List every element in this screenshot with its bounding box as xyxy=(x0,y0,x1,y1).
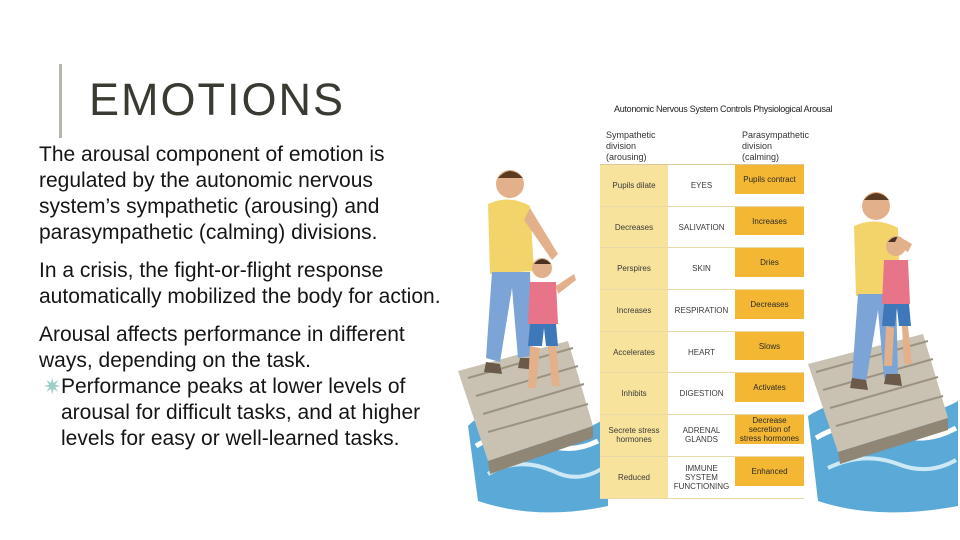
paragraph-performance: Arousal affects performance in different ways, depending on the task. xyxy=(39,323,405,372)
parasympathetic-cell: Decrease secretion of stress hormones xyxy=(735,415,804,444)
sympathetic-cell: Increases xyxy=(600,290,668,331)
table-row xyxy=(600,332,804,374)
organ-cell: DIGESTION xyxy=(668,373,735,414)
slide-body xyxy=(39,142,459,452)
sub-bullet xyxy=(43,374,459,452)
parasympathetic-cell: Enhanced xyxy=(735,457,804,486)
arousal-illustration xyxy=(458,96,958,526)
table-row xyxy=(600,373,804,415)
parasympathetic-heading: Parasympathetic division (calming) xyxy=(742,130,810,162)
table-row xyxy=(600,415,804,457)
ans-arousal-table xyxy=(600,100,833,500)
sympathetic-cell: Pupils dilate xyxy=(600,165,668,206)
organ-cell: SKIN xyxy=(668,248,735,289)
right-dock-scene xyxy=(808,192,958,512)
table-row xyxy=(600,165,804,207)
organ-cell: ADRENAL GLANDS xyxy=(668,415,735,456)
table-row xyxy=(600,248,804,290)
table-row xyxy=(600,290,804,332)
title-accent-bar xyxy=(59,64,62,138)
sympathetic-cell: Inhibits xyxy=(600,373,668,414)
organ-cell: RESPIRATION xyxy=(668,290,735,331)
paragraph-regulation: The arousal component of emotion is regulated by the autonomic nervous system’s sympathetic (arousing) and parasympathetic (calming) divisions. xyxy=(39,143,385,244)
parasympathetic-cell: Pupils contract xyxy=(735,165,804,194)
sympathetic-cell: Decreases xyxy=(600,207,668,248)
sympathetic-cell: Reduced xyxy=(600,457,668,498)
organ-cell: SALIVATION xyxy=(668,207,735,248)
sub-bullet-text: Performance peaks at lower levels of arousal for difficult tasks, and at higher levels for easy or well-learned tasks. xyxy=(61,375,421,450)
parasympathetic-cell: Activates xyxy=(735,373,804,402)
left-dock-scene xyxy=(458,170,608,512)
parasympathetic-cell: Decreases xyxy=(735,290,804,319)
sympathetic-cell: Perspires xyxy=(600,248,668,289)
table-row xyxy=(600,457,804,499)
sympathetic-heading: Sympathetic division (arousing) xyxy=(606,130,656,162)
parasympathetic-cell: Slows xyxy=(735,332,804,361)
organ-cell: EYES xyxy=(668,165,735,206)
parasympathetic-cell: Increases xyxy=(735,207,804,236)
paragraph-fight-or-flight: In a crisis, the fight-or-flight response automatically mobilized the body for action. xyxy=(39,259,441,308)
table-row xyxy=(600,207,804,249)
sympathetic-cell: Secrete stress hormones xyxy=(600,415,668,456)
organ-cell: HEART xyxy=(668,332,735,373)
table-grid xyxy=(600,164,804,499)
organ-cell: IMMUNE SYSTEM FUNCTIONING xyxy=(668,457,735,498)
slide-title: EMOTIONS xyxy=(89,74,346,125)
table-title: Autonomic Nervous System Controls Physiological Arousal xyxy=(614,104,833,114)
parasympathetic-cell: Dries xyxy=(735,248,804,277)
asterisk-bullet-icon: ✷ xyxy=(43,374,62,399)
sympathetic-cell: Accelerates xyxy=(600,332,668,373)
